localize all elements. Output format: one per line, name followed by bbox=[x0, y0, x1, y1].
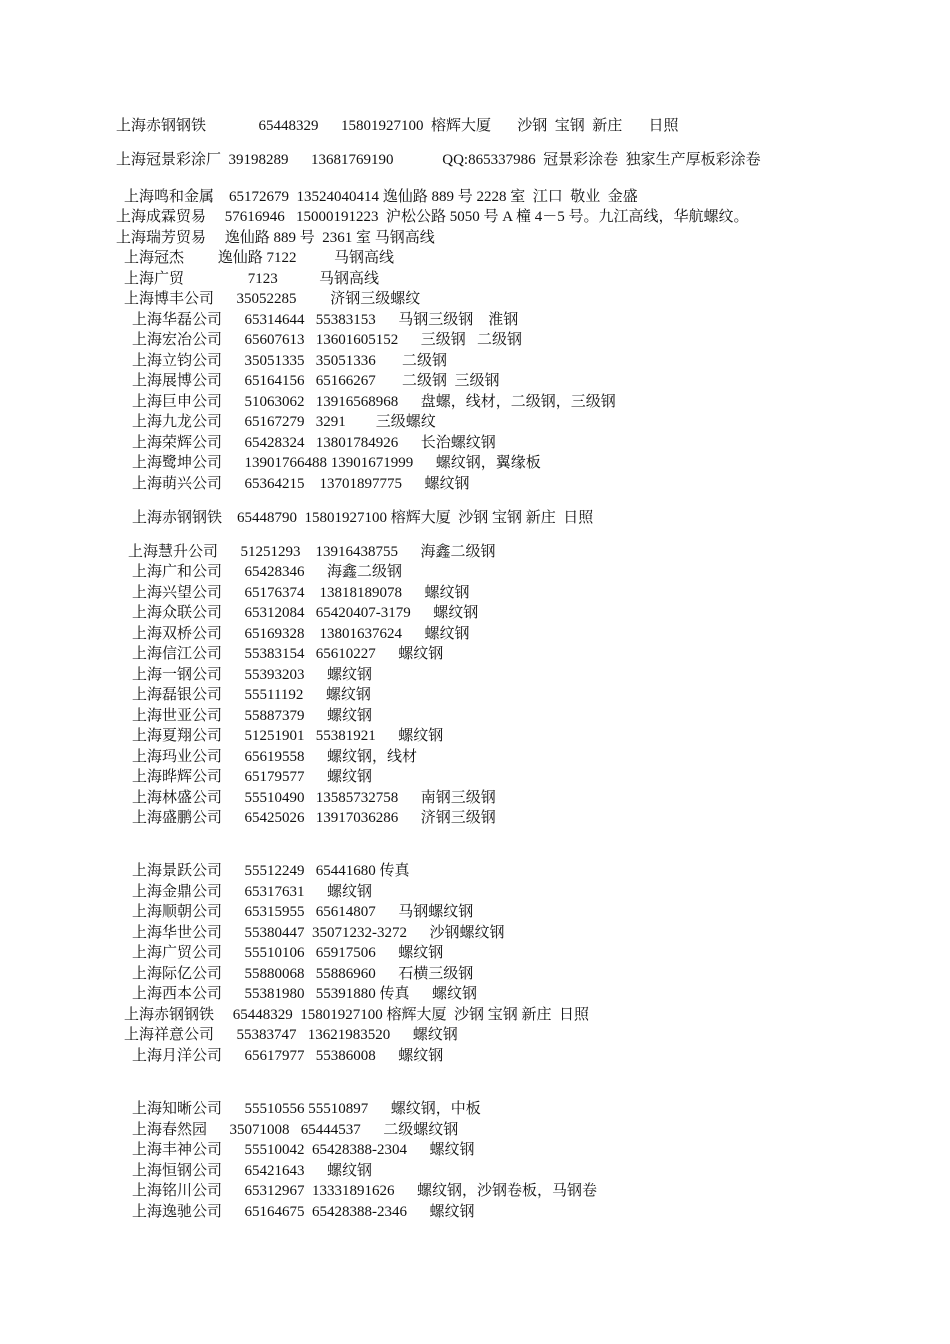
text-line: 上海逸驰公司 65164675 65428388-2346 螺纹钢 bbox=[132, 1204, 475, 1220]
text-line: 上海博丰公司 35052285 济钢三级螺纹 bbox=[124, 291, 421, 307]
text-line: 上海成霖贸易 57616946 15000191223 沪松公路 5050 号 A 橦 4－5 号。九江高线，华航螺纹。 bbox=[116, 209, 749, 225]
text-line: 上海信江公司 55383154 65610227 螺纹钢 bbox=[132, 646, 444, 662]
text-line: 上海萌兴公司 65364215 13701897775 螺纹钢 bbox=[132, 476, 470, 492]
text-line: 上海西本公司 55381980 55391880 传真 螺纹钢 bbox=[132, 986, 478, 1002]
text-line: 上海巨申公司 51063062 13916568968 盘螺，线材，二级钢，三级钢 bbox=[132, 394, 616, 410]
text-line: 上海磊银公司 55511192 螺纹钢 bbox=[132, 687, 371, 703]
text-line: 上海月洋公司 65617977 55386008 螺纹钢 bbox=[132, 1048, 444, 1064]
text-line: 上海华世公司 55380447 35071232-3272 沙钢螺纹钢 bbox=[132, 925, 505, 941]
text-line: 上海鹭坤公司 13901766488 13901671999 螺纹钢，翼缘板 bbox=[132, 455, 541, 471]
text-line: 上海瑞芳贸易 逸仙路 889 号 2361 室 马钢高线 bbox=[116, 230, 435, 246]
text-line: 上海春然园 35071008 65444537 二级螺纹钢 bbox=[132, 1122, 459, 1138]
text-line: 上海鸣和金属 65172679 13524040414 逸仙路 889 号 2228 室 江口 敬业 金盛 bbox=[124, 189, 638, 205]
text-line: 上海广贸 7123 马钢高线 bbox=[124, 271, 380, 287]
text-line: 上海宏冶公司 65607613 13601605152 三级钢 二级钢 bbox=[132, 332, 523, 348]
text-line: 上海冠杰 逸仙路 7122 马钢高线 bbox=[124, 250, 395, 266]
text-line: 上海知晰公司 55510556 55510897 螺纹钢，中板 bbox=[132, 1101, 481, 1117]
text-line: 上海夏翔公司 51251901 55381921 螺纹钢 bbox=[132, 728, 444, 744]
text-line: 上海林盛公司 55510490 13585732758 南钢三级钢 bbox=[132, 790, 496, 806]
text-line: 上海赤钢钢铁 65448329 15801927100 榕辉大厦 沙钢 宝钢 新庄 日照 bbox=[116, 118, 679, 134]
text-line: 上海恒钢公司 65421643 螺纹钢 bbox=[132, 1163, 373, 1179]
text-line: 上海际亿公司 55880068 55886960 石横三级钢 bbox=[132, 966, 474, 982]
text-line: 上海展博公司 65164156 65166267 二级钢 三级钢 bbox=[132, 373, 500, 389]
text-line: 上海华磊公司 65314644 55383153 马钢三级钢 淮钢 bbox=[132, 312, 519, 328]
text-line: 上海一钢公司 55393203 螺纹钢 bbox=[132, 667, 373, 683]
text-line: 上海双桥公司 65169328 13801637624 螺纹钢 bbox=[132, 626, 470, 642]
text-line: 上海立钧公司 35051335 35051336 二级钢 bbox=[132, 353, 448, 369]
text-line: 上海九龙公司 65167279 3291 三级螺纹 bbox=[132, 414, 436, 430]
text-line: 上海兴望公司 65176374 13818189078 螺纹钢 bbox=[132, 585, 470, 601]
text-line: 上海晔辉公司 65179577 螺纹钢 bbox=[132, 769, 373, 785]
text-line: 上海赤钢钢铁 65448790 15801927100 榕辉大厦 沙钢 宝钢 新庄 日照 bbox=[132, 510, 594, 526]
text-line: 上海玛业公司 65619558 螺纹钢，线材 bbox=[132, 749, 418, 765]
text-line: 上海金鼎公司 65317631 螺纹钢 bbox=[132, 884, 373, 900]
text-line: 上海广和公司 65428346 海鑫二级钢 bbox=[132, 564, 403, 580]
text-line: 上海慧升公司 51251293 13916438755 海鑫二级钢 bbox=[128, 544, 496, 560]
text-line: 上海赤钢钢铁 65448329 15801927100 榕辉大厦 沙钢 宝钢 新庄 日照 bbox=[124, 1007, 590, 1023]
text-line: 上海铭川公司 65312967 13331891626 螺纹钢，沙钢卷板，马钢卷 bbox=[132, 1183, 598, 1199]
text-line: 上海荣辉公司 65428324 13801784926 长治螺纹钢 bbox=[132, 435, 496, 451]
text-line: 上海冠景彩涂厂 39198289 13681769190 QQ:865337986 冠景彩涂卷 独家生产厚板彩涂卷 bbox=[116, 152, 761, 168]
text-line: 上海丰神公司 55510042 65428388-2304 螺纹钢 bbox=[132, 1142, 475, 1158]
text-line: 上海世亚公司 55887379 螺纹钢 bbox=[132, 708, 373, 724]
text-line: 上海盛鹏公司 65425026 13917036286 济钢三级钢 bbox=[132, 810, 496, 826]
text-line: 上海祥意公司 55383747 13621983520 螺纹钢 bbox=[124, 1027, 458, 1043]
text-line: 上海景跃公司 55512249 65441680 传真 bbox=[132, 863, 410, 879]
text-line: 上海众联公司 65312084 65420407-3179 螺纹钢 bbox=[132, 605, 479, 621]
text-line: 上海顺朝公司 65315955 65614807 马钢螺纹钢 bbox=[132, 904, 474, 920]
text-line: 上海广贸公司 55510106 65917506 螺纹钢 bbox=[132, 945, 444, 961]
